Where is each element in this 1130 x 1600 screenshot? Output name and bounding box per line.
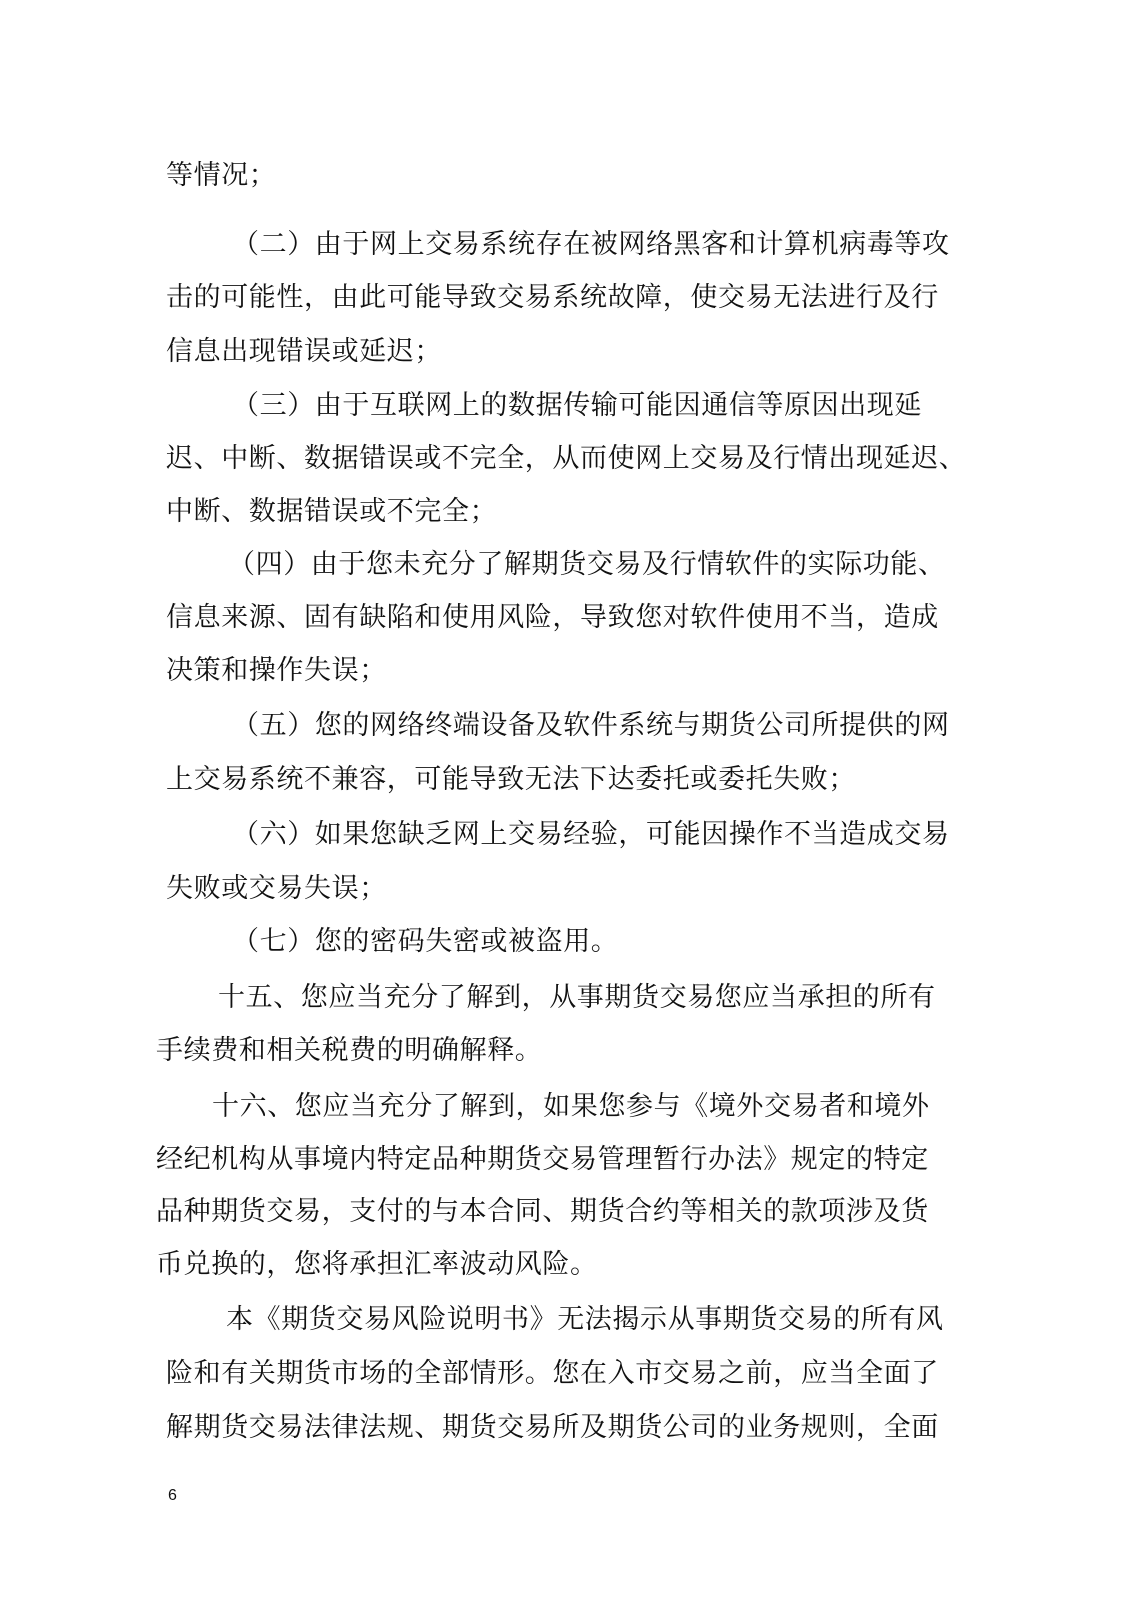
- text-line: 信息来源、固有缺陷和使用风险，导致您对软件使用不当，造成: [166, 602, 939, 633]
- text-line: （六）如果您缺乏网上交易经验，可能因操作不当造成交易: [232, 819, 950, 850]
- text-line: 十六、您应当充分了解到，如果您参与《境外交易者和境外: [212, 1091, 930, 1122]
- page-number: 6: [168, 1487, 177, 1504]
- text-line: 上交易系统不兼容，可能导致无法下达委托或委托失败；: [166, 764, 856, 795]
- text-line: 失败或交易失误；: [166, 873, 387, 904]
- text-line: 中断、数据错误或不完全；: [166, 496, 498, 527]
- text-line: 品种期货交易，支付的与本合同、期货合约等相关的款项涉及货: [156, 1196, 929, 1227]
- text-line: 经纪机构从事境内特定品种期货交易管理暂行办法》规定的特定: [156, 1144, 929, 1175]
- text-line: 信息出现错误或延迟；: [166, 336, 442, 367]
- text-line: 击的可能性，由此可能导致交易系统故障，使交易无法进行及行: [166, 282, 939, 313]
- text-line: （四）由于您未充分了解期货交易及行情软件的实际功能、: [228, 549, 946, 580]
- text-line: 险和有关期货市场的全部情形。您在入市交易之前，应当全面了: [166, 1358, 939, 1389]
- text-line: 解期货交易法律法规、期货交易所及期货公司的业务规则，全面: [166, 1412, 939, 1443]
- text-line: 手续费和相关税费的明确解释。: [156, 1035, 543, 1066]
- text-line: 十五、您应当充分了解到，从事期货交易您应当承担的所有: [218, 982, 936, 1013]
- text-line: （五）您的网络终端设备及软件系统与期货公司所提供的网: [232, 710, 950, 741]
- text-line: （二）由于网上交易系统存在被网络黑客和计算机病毒等攻: [232, 229, 950, 260]
- text-line: 币兑换的，您将承担汇率波动风险。: [156, 1249, 598, 1280]
- text-line: 本《期货交易风险说明书》无法揭示从事期货交易的所有风: [226, 1304, 944, 1335]
- text-line: （七）您的密码失密或被盗用。: [232, 926, 619, 957]
- text-line: 决策和操作失误；: [166, 655, 387, 686]
- text-line: （三）由于互联网上的数据传输可能因通信等原因出现延: [232, 390, 922, 421]
- text-line: 等情况；: [166, 160, 277, 191]
- text-line: 迟、中断、数据错误或不完全，从而使网上交易及行情出现延迟、: [166, 443, 967, 474]
